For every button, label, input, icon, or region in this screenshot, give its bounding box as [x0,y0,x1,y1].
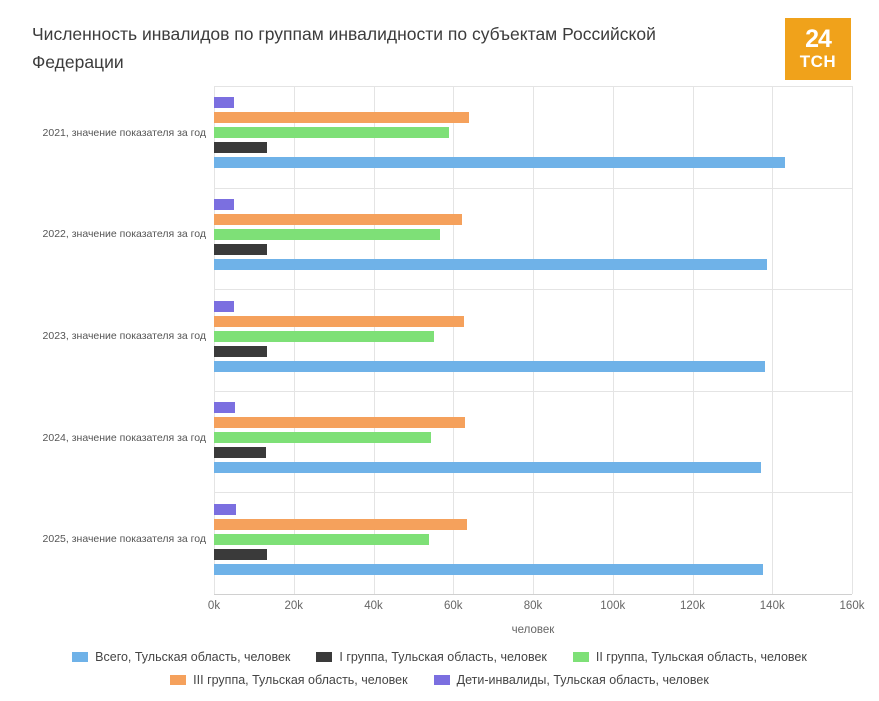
legend-item[interactable] [434,673,709,687]
bar[interactable] [214,462,761,473]
x-tick-label: 140k [759,600,785,612]
bar[interactable] [214,142,267,153]
group-separator [214,391,852,392]
legend-label: Всего, Тульская область, человек [95,650,291,664]
bar[interactable] [214,214,462,225]
bar[interactable] [214,361,765,372]
legend-swatch [573,652,589,662]
legend-row [0,650,879,664]
bar[interactable] [214,519,467,530]
legend-swatch [316,652,332,662]
legend-label: Дети-инвалиды, Тульская область, человек [456,673,709,687]
legend-swatch [170,675,186,685]
group-separator [214,188,852,189]
bar[interactable] [214,504,236,515]
bar[interactable] [214,331,434,342]
group-separator [214,492,852,493]
x-tick-label: 100k [600,600,626,612]
category-label: 2022, значение показателя за год [42,228,206,241]
x-tick-label: 80k [523,600,543,612]
group-separator [214,86,852,87]
bar[interactable] [214,402,235,413]
bar[interactable] [214,549,267,560]
x-tick-label: 60k [443,600,463,612]
x-tick-label: 0k [207,600,221,612]
chart-legend [0,650,879,696]
bar[interactable] [214,229,440,240]
group-separator [214,289,852,290]
bar[interactable] [214,259,767,270]
bar[interactable] [214,97,234,108]
legend-swatch [72,652,88,662]
category-label: 2025, значение показателя за год [42,533,206,546]
legend-item[interactable] [573,650,807,664]
logo-top-text: 24 [805,25,831,53]
bar[interactable] [214,127,449,138]
category-label: 2021, значение показателя за год [42,126,206,139]
bar-chart [0,86,879,636]
bar[interactable] [214,244,267,255]
plot-area [214,86,852,594]
legend-label: I группа, Тульская область, человек [339,650,547,664]
legend-label: II группа, Тульская область, человек [595,650,807,664]
bar[interactable] [214,564,763,575]
x-axis-line [214,594,852,595]
x-axis-title: человек [511,624,555,636]
page-title: Численность инвалидов по группам инвалидности по субъектам Российской Федерации [32,24,656,72]
bar[interactable] [214,301,234,312]
legend-item[interactable] [316,650,547,664]
legend-row [0,673,879,687]
category-label: 2024, значение показателя за год [42,431,206,444]
gridline [852,86,853,594]
bar[interactable] [214,447,266,458]
category-label: 2023, значение показателя за год [42,330,206,342]
x-tick-label: 20k [284,600,304,612]
x-tick-label: 160k [839,600,865,612]
bar[interactable] [214,316,464,327]
category-axis [0,86,206,594]
x-tick-label: 40k [364,600,383,612]
bar[interactable] [214,432,431,443]
legend-swatch [434,675,450,685]
bar[interactable] [214,199,234,210]
legend-label: III группа, Тульская область, человек [193,673,408,687]
bar[interactable] [214,112,469,123]
legend-item[interactable] [72,650,290,664]
bar[interactable] [214,417,465,428]
logo-bottom-text: ТСН [799,52,837,71]
bar[interactable] [214,157,785,168]
legend-item[interactable] [170,673,407,687]
logo [785,18,851,80]
bar[interactable] [214,346,267,357]
bar[interactable] [214,534,429,545]
x-tick-label: 120k [680,600,705,612]
